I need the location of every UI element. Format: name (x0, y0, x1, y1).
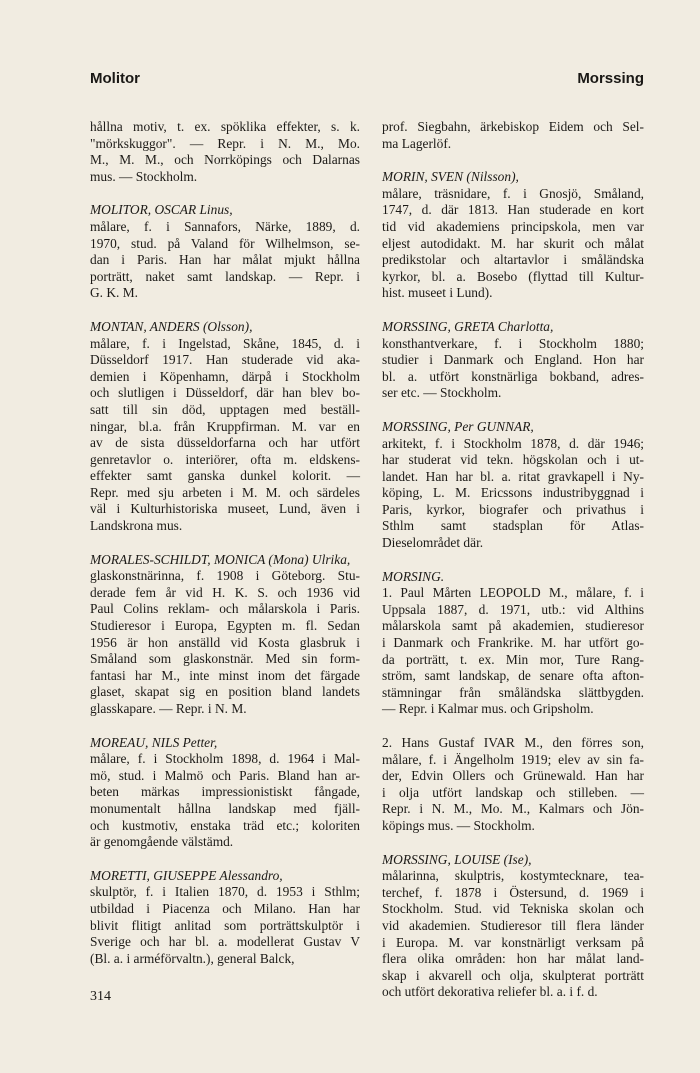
entry-text-line: och slutligen i Düsseldorf, där han blev bo- (90, 385, 360, 401)
running-header-left: Molitor (90, 70, 140, 87)
entry-headword: MOLITOR, OSCAR Linus, (90, 202, 233, 218)
dictionary-entry (90, 868, 360, 968)
entry-text-line: målare, f. i Stockholm 1898, d. 1964 i Mal- (90, 751, 360, 767)
entry-text-line: utbildad i Piacenza och Milano. Han har (90, 900, 360, 916)
entry-text-line: fantasi har M., inte minst inom det färgade (90, 667, 360, 683)
dictionary-entry (90, 552, 360, 718)
entry-headword: MORSING. (382, 568, 445, 584)
entry-text-line: glaskonstnärinna, f. 1908 i Göteborg. Stu- (90, 568, 360, 584)
entry-text-line: Paris, kyrkor, biografer och privathus i (382, 501, 644, 517)
entry-text-line: målare, f. i Ängelholm 1919; elev av sin fa- (382, 751, 644, 767)
entry-text-line: dan i Paris. Han har målat mjukt hållna (90, 252, 360, 268)
entry-text-line: har studerat vid tekn. högskolan och i ut- (382, 452, 644, 468)
entry-text-line: i Europa. M. var konstnärligt verksam på (382, 934, 644, 950)
entry-text-line: ser etc. — Stockholm. (382, 385, 502, 401)
entry-headword: MORSSING, LOUISE (Ise), (382, 851, 532, 867)
entry-text-line: av de sista düsseldorfarna och har utfört (90, 435, 360, 451)
entry-text-line: satt till sin död, upptagen med beställ- (90, 401, 360, 417)
entry-text-line: kyrkor, bl. a. Bosebo (flyttad till Kultur- (382, 268, 644, 284)
entry-text-line: Sthlm samt stadsplan för Atlas- (382, 518, 644, 534)
entry-text-line: ma Lagerlöf. (382, 135, 452, 151)
dictionary-entry (90, 202, 360, 302)
entry-text-line: och kustmotiv, enstaka träd etc.; koloriten (90, 817, 360, 833)
entry-text-line: målare, f. i Sannafors, Närke, 1889, d. (90, 218, 360, 234)
entry-text-line: Småland som glaskonstnär. Med sin form- (90, 651, 360, 667)
entry-text-line: der, Edvin Ollers och Grünewald. Han har (382, 768, 644, 784)
entry-text-line: terchef, f. 1878 i Östersund, d. 1969 i (382, 884, 644, 900)
entry-text-line: porträtt, naket samt landskap. — Repr. i (90, 268, 360, 284)
entry-text-line: glaset, skapat sig en position bland landets (90, 684, 360, 700)
entry-text-line: målarskola samt på akademien, studieresor (382, 618, 644, 634)
entry-headword: MORIN, SVEN (Nilsson), (382, 169, 519, 185)
entry-text-line: ström, samt landskap, de senare ofta afton- (382, 668, 644, 684)
entry-text-line: Düsseldorf 1917. Han studerade vid aka- (90, 352, 360, 368)
entry-text-line: eljest autodidakt. M. har skurit och målat (382, 235, 644, 251)
entry-text-line: ningar, bl.a. från Kruppfirman. M. var en (90, 418, 360, 434)
entry-text-line: mö, stud. i Malmö och Paris. Bland han ar- (90, 767, 360, 783)
dictionary-entry (382, 735, 644, 835)
running-header-right: Morssing (577, 70, 644, 87)
entry-text-line: köpings mus. — Stockholm. (382, 817, 535, 833)
entry-text-line: landet. Han har bl. a. ritat gravkapell i Ny- (382, 468, 644, 484)
entry-text-line: i Danmark och Frankrike. M. har utfört go- (382, 635, 644, 651)
entry-text-line: demien i Köpenhamn, därpå i Stockholm (90, 368, 360, 384)
entry-text-line: är genomgående välstämd. (90, 834, 234, 850)
entry-text-line: och utfört dekorativa reliefer bl. a. i f. d. (382, 984, 598, 1000)
entry-text-line: derade fem år vid H. K. S. och 1936 vid (90, 584, 360, 600)
entry-text-line: Repr. i N. M., Mo. M., Kalmars och Jön- (382, 801, 644, 817)
entry-text-line: i olja utfört landskap och stilleben. — (382, 784, 644, 800)
entry-text-line: prof. Siegbahn, ärkebiskop Eidem och Sel- (382, 119, 644, 134)
entry-text-line: målarinna, skulptris, kostymtecknare, tea- (382, 868, 644, 884)
entry-headword: MORSSING, GRETA Charlotta, (382, 318, 554, 334)
entry-text-line: Sverige och har bl. a. modellerat Gustav V (90, 934, 360, 950)
dictionary-entry (90, 119, 360, 185)
dictionary-entry (382, 319, 644, 402)
entry-text-line: 1970, stud. på Valand för Wilhelmson, se- (90, 235, 360, 251)
entry-text-line: bl. a. utfört konstnärliga bokband, adres- (382, 368, 644, 384)
entry-text-line: effekter samt ganska dunkel kolorit. — (90, 468, 360, 484)
entry-text-line: da porträtt, t. ex. Min mor, Ture Rang- (382, 651, 644, 667)
dictionary-entry (382, 419, 644, 552)
entry-text-line: "mörkskuggor". — Repr. i N. M., Mo. (90, 135, 360, 151)
entry-text-line: monumentalt hållna landskap med fjäll- (90, 800, 360, 816)
entry-text-line: Repr. med sju arbeten i M. M. och särdeles (90, 484, 360, 500)
entry-text-line: (Bl. a. i arméförvaltn.), general Balck, (90, 950, 295, 966)
entry-text-line: Landskrona mus. (90, 518, 183, 534)
dictionary-entry (382, 852, 644, 1001)
entry-text-line: Dieselområdet där. (382, 535, 484, 551)
entry-headword: MORSSING, Per GUNNAR, (382, 418, 534, 434)
entry-text-line: skap i akvarell och olja, skulpterat porträtt (382, 967, 644, 983)
entry-text-line: målare, f. i Ingelstad, Skåne, 1845, d. i (90, 335, 360, 351)
entry-text-line: konsthantverkare, f. i Stockholm 1880; (382, 335, 644, 351)
entry-text-line: studier i Danmark och England. Hon har (382, 352, 644, 368)
dictionary-entry (382, 569, 644, 718)
entry-text-line: Paul Colins reklam- och målarskola i Paris. (90, 601, 360, 617)
entry-text-line: M., M. M., och Norrköpings och Dalarnas (90, 152, 360, 168)
entry-text-line: hist. museet i Lund). (382, 285, 493, 301)
left-column (90, 119, 360, 984)
entry-text-line: målare, träsnidare, f. i Gnosjö, Småland, (382, 185, 644, 201)
dictionary-entry (90, 735, 360, 851)
entry-text-line: 1. Paul Mårten LEOPOLD M., målare, f. i (382, 585, 644, 601)
entry-text-line: mus. — Stockholm. (90, 168, 198, 184)
dictionary-entry (382, 169, 644, 302)
dictionary-entry (382, 119, 644, 152)
entry-text-line: köping, L. M. Ericssons industribyggnad i (382, 485, 644, 501)
entry-text-line: glasskapare. — Repr. i N. M. (90, 701, 247, 716)
entry-text-line: arkitekt, f. i Stockholm 1878, d. där 1946; (382, 435, 644, 451)
entry-text-line: flera olika områden: hon har målat land- (382, 951, 644, 967)
entry-text-line: genretavlor o. interiörer, ofta m. eldskens- (90, 451, 360, 467)
entry-text-line: 1956 är hon anställd vid Kosta glasbruk i (90, 634, 360, 650)
entry-text-line: Studieresor i Europa, Egypten m. fl. Sedan (90, 618, 360, 634)
entry-headword: MONTAN, ANDERS (Olsson), (90, 318, 253, 334)
entry-text-line: 2. Hans Gustaf IVAR M., den förres son, (382, 735, 644, 750)
entry-text-line: Stockholm. Stud. vid Tekniska skolan och (382, 901, 644, 917)
entry-text-line: beten märkas impressionistiskt fångade, (90, 784, 360, 800)
dictionary-entry (90, 319, 360, 535)
entry-text-line: blivit flitigt anlitad som porträttskulptör i (90, 917, 360, 933)
entry-text-line: G. K. M. (90, 285, 138, 301)
entry-text-line: — Repr. i Kalmar mus. och Gripsholm. (382, 701, 594, 717)
right-column (382, 119, 644, 1018)
entry-text-line: tid vid akademiens principskola, men var (382, 218, 644, 234)
entry-headword: MORETTI, GIUSEPPE Alessandro, (90, 867, 283, 883)
page-number: 314 (90, 989, 111, 1004)
entry-headword: MOREAU, NILS Petter, (90, 734, 218, 750)
entry-text-line: predikstolar och altartavlor i småländska (382, 252, 644, 268)
entry-text-line: hållna motiv, t. ex. spöklika effekter, s. k. (90, 119, 360, 134)
entry-text-line: Uppsala 1887, d. 1971, utb.: vid Althins (382, 601, 644, 617)
entry-text-line: 1747, d. där 1813. Han studerade en kort (382, 202, 644, 218)
entry-text-line: vid akademien. Studieresor till flera länder (382, 917, 644, 933)
entry-text-line: skulptör, f. i Italien 1870, d. 1953 i Sthlm; (90, 884, 360, 900)
entry-text-line: väl i Kulturhistoriska museet, Lund, även i (90, 501, 360, 517)
entry-headword: MORALES-SCHILDT, MONICA (Mona) Ulrika, (90, 551, 351, 567)
entry-text-line: stämningar från småländska slättbygden. (382, 684, 644, 700)
